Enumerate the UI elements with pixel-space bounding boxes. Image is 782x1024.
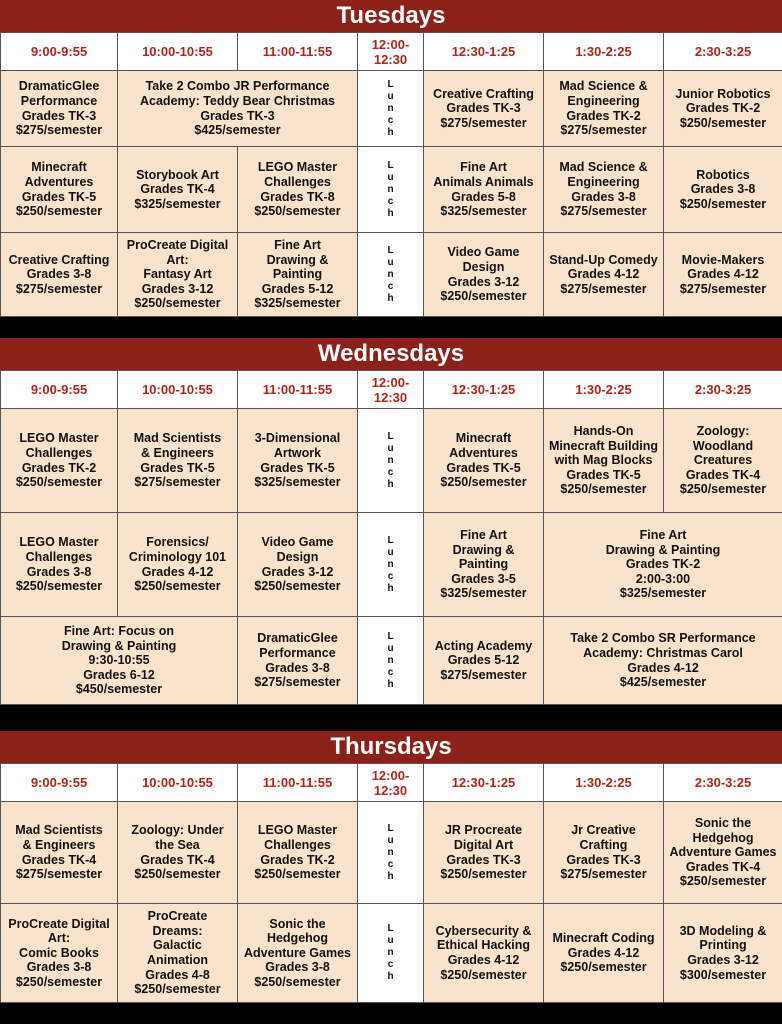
class-cell: Mad Scientists & Engineers Grades TK-5 $275/semester [118,409,238,513]
lunch-cell: L u n c h [358,71,424,147]
class-cell: LEGO Master Challenges Grades TK-2 $250/semester [238,802,358,904]
class-cell: ProCreate Digital Art: Comic Books Grades 3-8 $250/semester [1,904,118,1003]
class-row [1,71,782,147]
class-cell: Fine Art Animals Animals Grades 5-8 $325/semester [424,147,544,233]
class-cell: Minecraft Adventures Grades TK-5 $250/semester [424,409,544,513]
lunch-cell: L u n c h [358,147,424,233]
class-row [1,409,782,513]
class-row [1,904,782,1003]
lunch-cell: L u n c h [358,233,424,317]
class-cell: Sonic the Hedgehog Adventure Games Grades TK-4 $250/semester [664,802,782,904]
day-header-thursdays: Thursdays [0,731,782,763]
class-cell: Movie-Makers Grades 4-12 $275/semester [664,233,782,317]
time-slot-header: 11:00-11:55 [238,33,358,71]
class-cell: Take 2 Combo JR Performance Academy: Teddy Bear Christmas Grades TK-3 $425/semester [118,71,358,147]
class-cell: LEGO Master Challenges Grades 3-8 $250/semester [1,513,118,617]
class-cell: 3D Modeling & Printing Grades 3-12 $300/semester [664,904,782,1003]
class-cell: Sonic the Hedgehog Adventure Games Grades 3-8 $250/semester [238,904,358,1003]
class-cell: Mad Science & Engineering Grades 3-8 $275/semester [544,147,664,233]
time-slot-header: 9:00-9:55 [1,33,118,71]
day-header-tuesdays: Tuesdays [0,0,782,32]
class-cell: Junior Robotics Grades TK-2 $250/semester [664,71,782,147]
class-cell: LEGO Master Challenges Grades TK-2 $250/semester [1,409,118,513]
class-cell: Forensics/ Criminology 101 Grades 4-12 $250/semester [118,513,238,617]
time-slot-header: 12:30-1:25 [424,371,544,409]
time-slot-header: 9:00-9:55 [1,764,118,802]
class-row [1,513,782,617]
class-cell: Storybook Art Grades TK-4 $325/semester [118,147,238,233]
time-slot-header: 10:00-10:55 [118,371,238,409]
class-cell: Minecraft Coding Grades 4-12 $250/semester [544,904,664,1003]
time-slot-header: 1:30-2:25 [544,764,664,802]
time-slot-header: 11:00-11:55 [238,371,358,409]
class-cell: Zoology: Woodland Creatures Grades TK-4 $250/semester [664,409,782,513]
lunch-cell: L u n c h [358,617,424,705]
time-slot-header: 2:30-3:25 [664,33,782,71]
class-cell: Jr Creative Crafting Grades TK-3 $275/semester [544,802,664,904]
class-cell: Creative Crafting Grades 3-8 $275/semester [1,233,118,317]
class-cell: ProCreate Dreams: Galactic Animation Grades 4-8 $250/semester [118,904,238,1003]
class-cell: Cybersecurity & Ethical Hacking Grades 4-12 $250/semester [424,904,544,1003]
class-cell: Video Game Design Grades 3-12 $250/semester [424,233,544,317]
time-slot-header: 9:00-9:55 [1,371,118,409]
time-slot-header: 10:00-10:55 [118,764,238,802]
class-row [1,147,782,233]
class-cell: Fine Art Drawing & Painting Grades 5-12 $325/semester [238,233,358,317]
class-cell: Creative Crafting Grades TK-3 $275/semester [424,71,544,147]
class-cell: Hands-On Minecraft Building with Mag Blocks Grades TK-5 $250/semester [544,409,664,513]
lunch-cell: L u n c h [358,904,424,1003]
time-slot-header: 10:00-10:55 [118,33,238,71]
time-slot-header: 12:00- 12:30 [358,764,424,802]
class-cell: Minecraft Adventures Grades TK-5 $250/semester [1,147,118,233]
class-row [1,233,782,317]
time-slot-header: 12:00- 12:30 [358,371,424,409]
lunch-cell: L u n c h [358,409,424,513]
class-cell: LEGO Master Challenges Grades TK-8 $250/semester [238,147,358,233]
schedule-table [0,370,782,705]
time-slot-header: 1:30-2:25 [544,371,664,409]
time-slot-header: 11:00-11:55 [238,764,358,802]
class-cell: JR Procreate Digital Art Grades TK-3 $250/semester [424,802,544,904]
class-cell: ProCreate Digital Art: Fantasy Art Grades 3-12 $250/semester [118,233,238,317]
class-cell: DramaticGlee Performance Grades 3-8 $275/semester [238,617,358,705]
class-cell: Fine Art Drawing & Painting Grades TK-2 2:00-3:00 $325/semester [544,513,782,617]
class-row [1,802,782,904]
class-cell: Take 2 Combo SR Performance Academy: Christmas Carol Grades 4-12 $425/semester [544,617,782,705]
day-header-wednesdays: Wednesdays [0,338,782,370]
lunch-cell: L u n c h [358,513,424,617]
class-cell: Zoology: Under the Sea Grades TK-4 $250/semester [118,802,238,904]
time-slot-header: 12:30-1:25 [424,764,544,802]
class-cell: Mad Science & Engineering Grades TK-2 $275/semester [544,71,664,147]
schedule-table [0,32,782,317]
class-cell: Fine Art: Focus on Drawing & Painting 9:30-10:55 Grades 6-12 $450/semester [1,617,238,705]
time-slot-header: 12:30-1:25 [424,33,544,71]
schedule-table [0,763,782,1003]
time-slot-header: 1:30-2:25 [544,33,664,71]
class-cell: Fine Art Drawing & Painting Grades 3-5 $325/semester [424,513,544,617]
time-slot-header: 12:00- 12:30 [358,33,424,71]
class-cell: DramaticGlee Performance Grades TK-3 $275/semester [1,71,118,147]
class-cell: 3-Dimensional Artwork Grades TK-5 $325/semester [238,409,358,513]
class-cell: Acting Academy Grades 5-12 $275/semester [424,617,544,705]
class-cell: Stand-Up Comedy Grades 4-12 $275/semester [544,233,664,317]
class-cell: Video Game Design Grades 3-12 $250/semester [238,513,358,617]
time-slot-header: 2:30-3:25 [664,764,782,802]
lunch-cell: L u n c h [358,802,424,904]
class-row [1,617,782,705]
class-cell: Mad Scientists & Engineers Grades TK-4 $275/semester [1,802,118,904]
time-slot-header: 2:30-3:25 [664,371,782,409]
class-cell: Robotics Grades 3-8 $250/semester [664,147,782,233]
